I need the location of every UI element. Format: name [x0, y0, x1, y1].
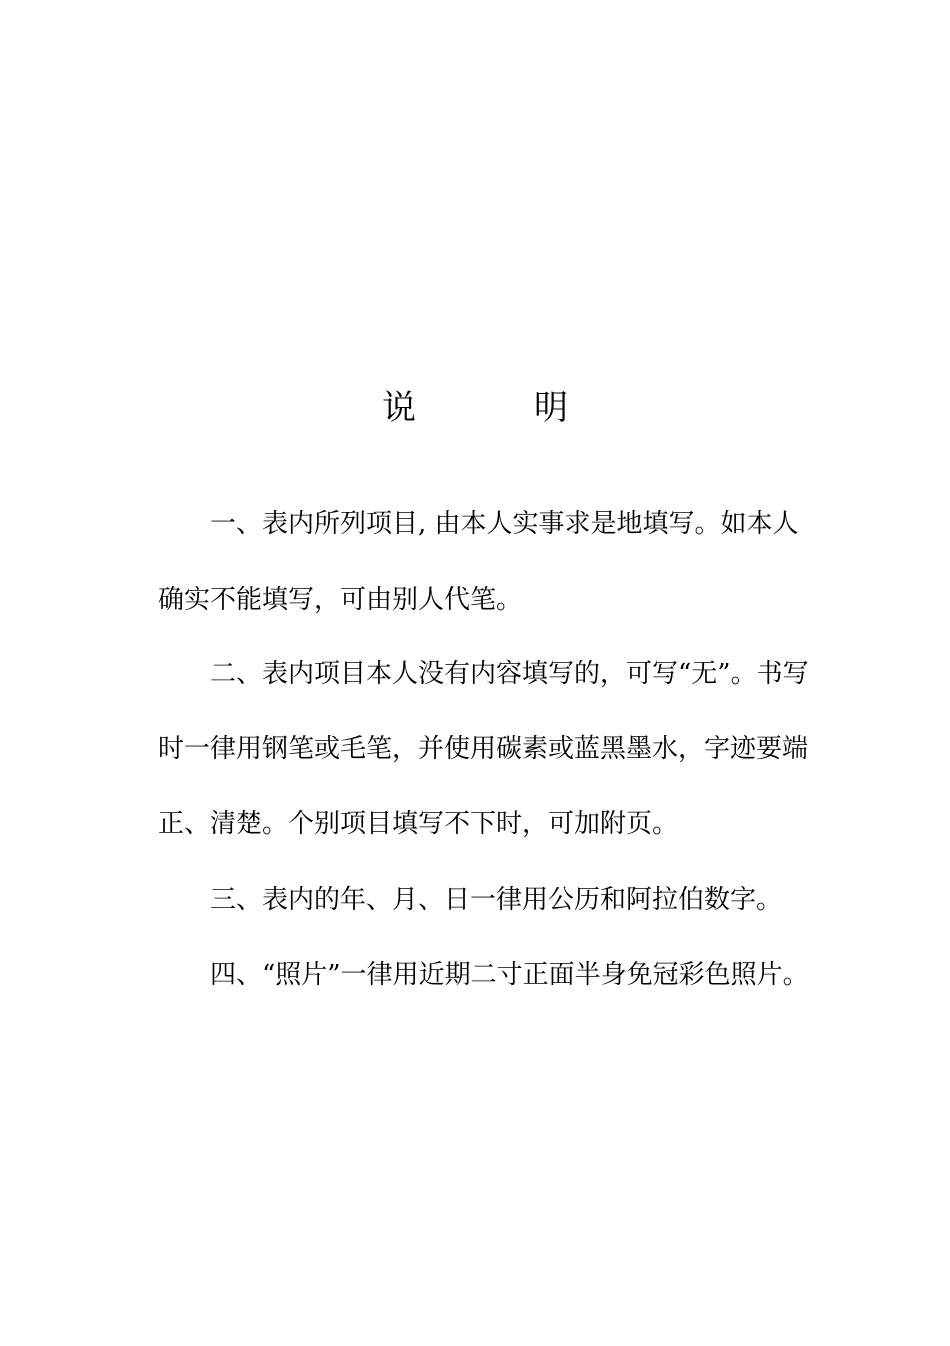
title-char-1: 说	[382, 388, 416, 428]
instruction-line-5: 正、清楚。个别项目填写不下时，可加附页。	[158, 809, 679, 839]
instruction-line-2: 确实不能填写，可由别人代笔。	[158, 585, 523, 615]
instruction-line-1: 一、表内所列项目, 由本人实事求是地填写。如本人	[210, 509, 799, 539]
instruction-line-7: 四、“照片”一律用近期二寸正面半身免冠彩色照片。	[210, 960, 809, 990]
page-title	[0, 385, 950, 431]
instruction-line-6: 三、表内的年、月、日一律用公历和阿拉伯数字。	[210, 885, 783, 915]
title-char-2: 明	[534, 388, 568, 428]
instruction-line-3: 二、表内项目本人没有内容填写的，可写“无”。书写	[210, 659, 809, 689]
instruction-line-4: 时一律用钢笔或毛笔，并使用碳素或蓝黑墨水，字迹要端	[158, 734, 809, 764]
